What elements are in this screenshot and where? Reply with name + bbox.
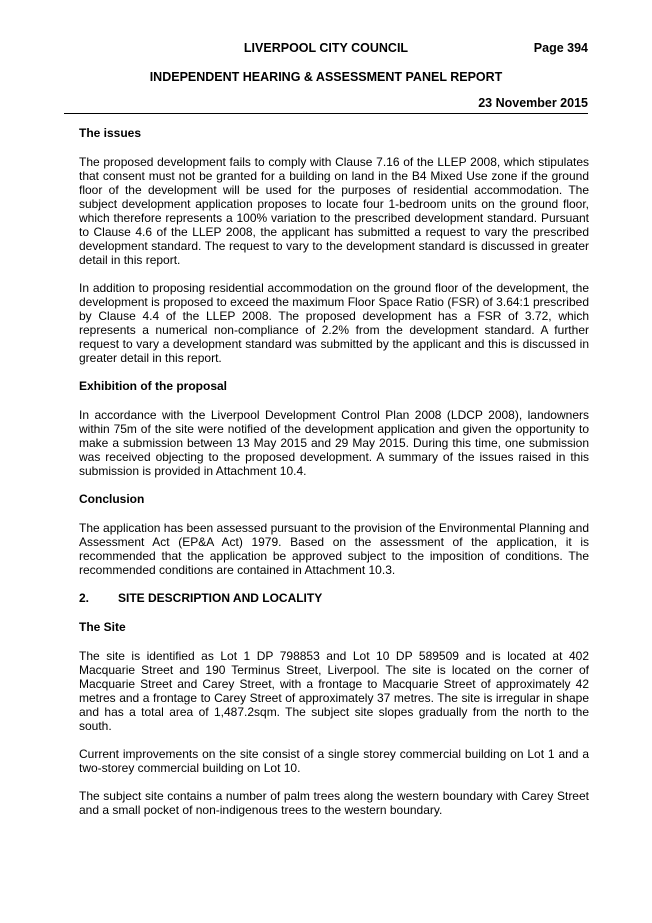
conclusion-heading: Conclusion xyxy=(79,492,145,506)
section-number: 2. xyxy=(79,591,90,605)
document-body xyxy=(79,126,589,831)
exhibition-heading: Exhibition of the proposal xyxy=(79,379,227,393)
site-paragraph-3: The subject site contains a number of palm trees along the western boundary with Carey Street and a small pocket of non-indigenous trees to the western boundary. xyxy=(79,789,589,817)
site-paragraph-2: Current improvements on the site consist of a single storey commercial building on Lot 1 and a two-storey commercial building on Lot 10. xyxy=(79,747,589,775)
report-title: INDEPENDENT HEARING & ASSESSMENT PANEL REPORT xyxy=(149,70,503,84)
site-paragraph-1: The site is identified as Lot 1 DP 798853 and Lot 10 DP 589509 and is located at 402 Macquarie Street and 190 Terminus Street, Liverpool. The site is located on the corner of Macquarie Street and Carey Street, with a frontage to Macquarie Street of approximately 42 metres and a frontage to Carey Street of approximately 37 metres. The site is irregular in shape and has a total area of 1,487.2sqm. The subject site slopes gradually from the north to the south. xyxy=(79,649,589,733)
issues-paragraph-1: The proposed development fails to comply with Clause 7.16 of the LLEP 2008, which stipulates that consent must not be granted for a building on land in the B4 Mixed Use zone if the ground floor of the development will be used for the purposes of residential accommodation. The subject development application proposes to locate four 1-bedroom units on the ground floor, which therefore represents a 100% variation to the prescribed development standard. Pursuant to Clause 4.6 of the LLEP 2008, the applicant has submitted a request to vary the prescribed development standard. The request to vary to the development standard is discussed in greater detail in this report. xyxy=(79,155,589,267)
page-number: Page 394 xyxy=(533,41,588,55)
issues-heading: The issues xyxy=(79,126,142,140)
council-name: LIVERPOOL CITY COUNCIL xyxy=(243,41,409,55)
section-2-heading xyxy=(79,591,589,605)
report-date: 23 November 2015 xyxy=(478,96,588,110)
issues-paragraph-2: In addition to proposing residential accommodation on the ground floor of the development, the development is proposed to exceed the maximum Floor Space Ratio (FSR) of 3.64:1 prescribed by Clause 4.4 of the LLEP 2008. The proposed development has a FSR of 3.72, which represents a numerical non-compliance of 2.2% from the development standard. A further request to vary a development standard was submitted by the applicant and this is discussed in greater detail in this report. xyxy=(79,281,589,365)
section-title: SITE DESCRIPTION AND LOCALITY xyxy=(118,591,323,605)
site-heading: The Site xyxy=(79,620,126,634)
exhibition-paragraph: In accordance with the Liverpool Development Control Plan 2008 (LDCP 2008), landowners within 75m of the site were notified of the development application and given the opportunity to make a submission between 13 May 2015 and 29 May 2015. During this time, one submission was received objecting to the proposed development. A summary of the issues raised in this submission is provided in Attachment 10.4. xyxy=(79,408,589,478)
conclusion-paragraph: The application has been assessed pursuant to the provision of the Environmental Planning and Assessment Act (EP&A Act) 1979. Based on the assessment of the application, it is recommended that the application be approved subject to the imposition of conditions. The recommended conditions are contained in Attachment 10.3. xyxy=(79,521,589,577)
header-divider xyxy=(64,113,588,114)
